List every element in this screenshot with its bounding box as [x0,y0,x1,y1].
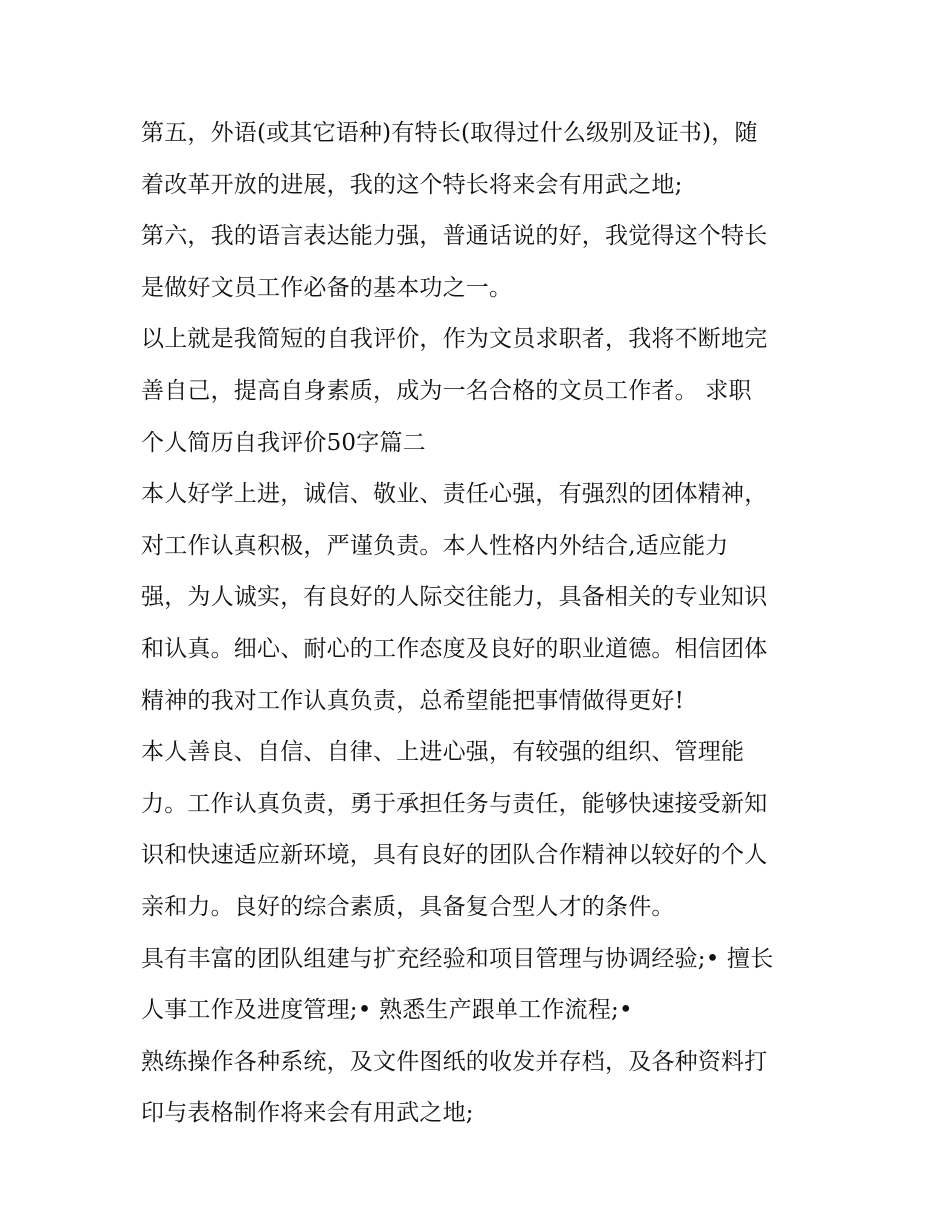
text-line: 印与表格制作将来会有用武之地; [141,1100,474,1127]
text-line: 第六，我的语言表达能力强，普通话说的好，我觉得这个特长 [141,223,768,250]
section-heading: 个人简历自我评价50字篇二 [141,429,426,456]
text-line: 识和快速适应新环境，具有良好的团队合作精神以较好的个人 [141,842,768,869]
text-line: 亲和力。良好的综合素质，具备复合型人才的条件。 [141,893,675,920]
text-line: 第五，外语(或其它语种)有特长(取得过什么级别及证书)，随 [141,120,758,146]
text-line: 人事工作及进度管理;• 熟悉生产跟单工作流程;• [141,997,633,1024]
text-line: 是做好文员工作必备的基本功之一。 [141,274,513,301]
text-line: 强，为人诚实，有良好的人际交往能力，具备相关的专业知识 [141,584,768,611]
text-line: 善自己，提高自身素质，成为一名合格的文员工作者。 求职 [141,377,752,404]
text-line: 力。工作认真负责，勇于承担任务与责任，能够快速接受新知 [141,790,768,817]
text-line: 熟练操作各种系统，及文件图纸的收发并存档，及各种资料打 [141,1048,768,1075]
text-line: 以上就是我简短的自我评价，作为文员求职者，我将不断地完 [141,326,768,353]
text-line: 本人好学上进，诚信、敬业、责任心强，有强烈的团体精神， [141,481,768,508]
document-body [141,108,821,1140]
text-line: 和认真。细心、耐心的工作态度及良好的职业道德。相信团体 [141,635,768,662]
text-line: 本人善良、自信、自律、上进心强，有较强的组织、管理能 [141,739,745,766]
text-line: 对工作认真积极，严谨负责。本人性格内外结合,适应能力 [141,532,729,559]
text-line: 精神的我对工作认真负责，总希望能把事情做得更好! [141,687,685,714]
text-line: 具有丰富的团队组建与扩充经验和项目管理与协调经验;• 擅长 [141,945,774,972]
text-line: 着改革开放的进展，我的这个特长将来会有用武之地; [141,171,683,198]
